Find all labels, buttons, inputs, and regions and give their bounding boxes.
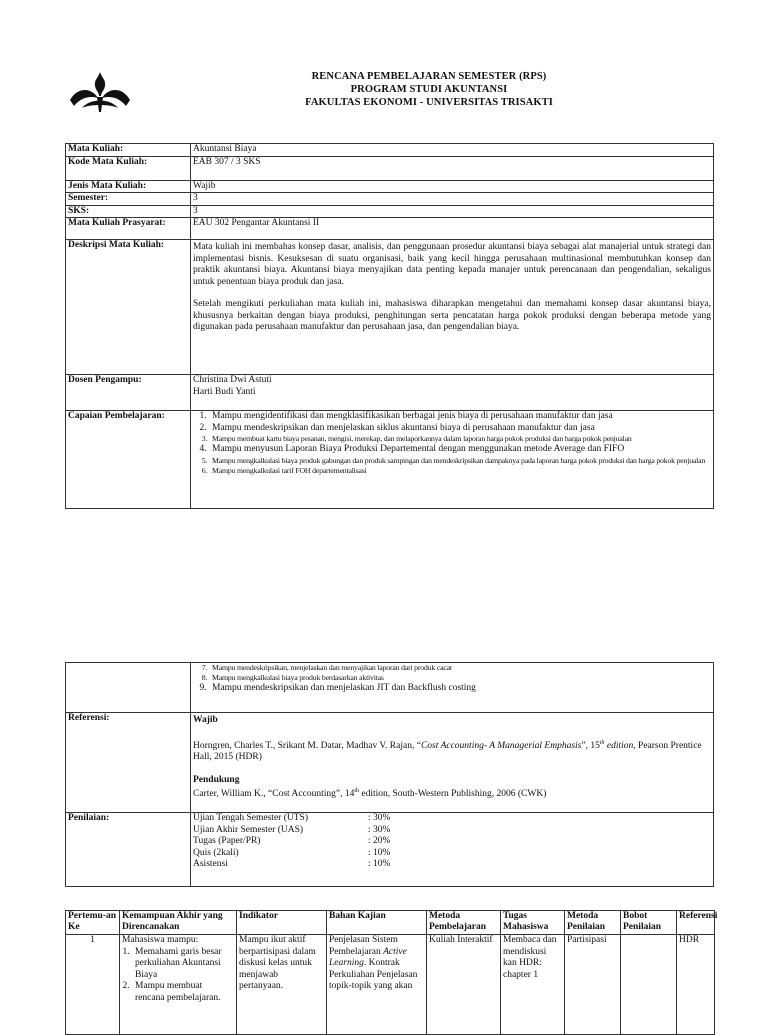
reference-text: Horngren, Charles T., Srikant M. Datar, Madhav V. Rajan, “ [193, 740, 421, 751]
column-header: Referensi [677, 911, 715, 935]
grade-component: Ujian Tengah Semester (UTS) [193, 813, 308, 823]
capaian-continued [191, 663, 714, 713]
pendukung-reference [193, 786, 711, 801]
grade-component: Tugas (Paper/PR) [193, 836, 261, 846]
header-program: PROGRAM STUDI AKUNTANSI [350, 84, 508, 95]
grade-component: Quis (2kali) [193, 847, 239, 858]
mata-kuliah-label: Mata Kuliah: [66, 144, 191, 157]
mata-kuliah-value: Akuntansi Biaya [191, 144, 714, 157]
bahan-text: . Kontrak Perkuliahan Penjelasan topik-topik yang akan [329, 958, 418, 991]
header-title: RENCANA PEMBELAJARAN SEMESTER (RPS) [311, 71, 547, 82]
deskripsi-value [191, 240, 714, 375]
kemampuan-cell [120, 935, 237, 1035]
reference-text: ”, 15 [581, 740, 600, 751]
indikator-cell: Mampu ikut aktif berpartisipasi dalam diskusi kelas untuk menjawab pertanyaan. [237, 935, 327, 1035]
reference-superscript: th [599, 739, 605, 746]
list-item: 4. Mampu menyusun Laporan Biaya Produksi Departemental dengan menggunakan metode Average dan FIFO [209, 444, 711, 456]
grade-weight: : 10% [368, 847, 391, 858]
reference-text: edition, South-Western Publishing, 2006 (CWK) [359, 789, 547, 800]
prasyarat-label: Mata Kuliah Prasyarat: [66, 218, 191, 240]
list-item: 2. Mampu mendeskripsikan dan menjelaskan siklus akuntansi biaya di perusahaan manufaktur dan jasa [209, 423, 711, 435]
grade-row [193, 848, 711, 860]
column-header: Metoda Pembelajaran [427, 911, 501, 935]
bobot-cell [621, 935, 677, 1035]
referensi-label: Referensi: [66, 713, 191, 813]
column-header: Bobot Penilaian [621, 911, 677, 935]
meeting-number: 1 [66, 935, 120, 1035]
kemampuan-intro: Mahasiswa mampu: [122, 935, 199, 945]
schedule-table [65, 910, 718, 1035]
referensi-value [191, 713, 714, 813]
jenis-value: Wajib [191, 180, 714, 193]
grade-component: Ujian Akhir Semester (UAS) [193, 824, 304, 835]
semester-label: Semester: [66, 193, 191, 206]
bahan-kajian-cell [327, 935, 427, 1035]
sks-value: 3 [191, 205, 714, 218]
column-header: Kemampuan Akhir yang Direncanakan [120, 911, 237, 935]
column-header: Metoda Penilaian [565, 911, 621, 935]
grade-weight: : 20% [368, 836, 391, 846]
column-header: Pertemu-an Ke [66, 911, 120, 935]
grade-row [193, 813, 711, 825]
course-info-table [65, 143, 714, 509]
tugas-cell: Membaca dan mendiskusi kan HDR: chapter 1 [501, 935, 565, 1035]
reference-book-title: Cost Accounting- A Managerial Emphasis [420, 740, 582, 751]
grade-weight: : 10% [368, 859, 391, 869]
kemampuan-list [122, 947, 234, 1005]
column-header: Indikator [237, 911, 327, 935]
capaian-list-continued [193, 663, 711, 695]
semester-value: 3 [191, 193, 714, 206]
column-header: Tugas Mahasiswa [501, 911, 565, 935]
list-item: 1. Mampu mengidentifikasi dan mengklasifikasikan berbagai jenis biaya di perusahaan manufaktur dan jasa [209, 411, 711, 423]
penilaian-value [191, 813, 714, 887]
penilaian-cell: Partisipasi [565, 935, 621, 1035]
grade-component: Asistensi [193, 859, 228, 869]
kode-value: EAB 307 / 3 SKS [191, 156, 714, 180]
grade-row [193, 836, 711, 848]
dosen-name: Christina Dwi Astuti [193, 375, 272, 385]
reference-text: Carter, William K., “Cost Accounting”, 14 [193, 789, 355, 800]
bahan-emphasis: Active Learning [329, 946, 407, 968]
list-item: 8. Mampu mengkalkulasi biaya produk berdasarkan aktivitas [209, 673, 711, 683]
dosen-value [191, 375, 714, 411]
list-item: 6. Mampu mengkalkulasi tarif FOH departementalisasi [209, 466, 711, 476]
prasyarat-value: EAU 302 Pengantar Akuntansi II [191, 218, 714, 240]
list-item: 2. Mampu membuat rencana pembelajaran. [132, 981, 234, 1004]
table-row [66, 935, 715, 1035]
list-item: 7. Mampu mendeskripsikan, menjelaskan dan menyajikan laporan dari produk cacat [209, 663, 711, 673]
kode-label: Kode Mata Kuliah: [66, 156, 191, 180]
grade-weight: : 30% [368, 824, 391, 835]
course-info-table-continued [65, 662, 714, 887]
wajib-heading: Wajib [193, 715, 218, 725]
column-header: Bahan Kajian [327, 911, 427, 935]
reference-text: edition [604, 740, 634, 751]
list-item: 1. Memahami garis besar perkuliahan Akuntansi Biaya [132, 947, 234, 982]
dosen-name: Harti Budi Yanti [193, 386, 256, 397]
list-item: 3. Mampu membuat kartu biaya pesanan, mengisi, merekap, dan melaporkannya dalam laporan harga pokok produksi dan harga pokok penjualan [209, 434, 711, 444]
reference-text: , Pearson Prentice Hall, 2015 (HDR) [193, 740, 702, 763]
deskripsi-label: Deskripsi Mata Kuliah: [66, 240, 191, 375]
capaian-label: Capaian Pembelajaran: [66, 411, 191, 509]
list-item: 9. Mampu mendeskripsikan dan menjelaskan JIT dan Backflush costing [209, 683, 711, 695]
header-faculty: FAKULTAS EKONOMI - UNIVERSITAS TRISAKTI [305, 97, 553, 108]
capaian-value [191, 411, 714, 509]
document-header [0, 70, 768, 109]
metoda-cell: Kuliah Interaktif [427, 935, 501, 1035]
list-item: 5. Mampu mengkalkulasi biaya produk gabungan dan produk sampingan dan mendeskripsikan dampaknya pada laporan harga pokok produksi dan harga pokok penjualan [209, 456, 711, 466]
deskripsi-paragraph-1: Mata kuliah ini membahas konsep dasar, analisis, dan penggunaan prosedur akuntansi biaya sebagai alat manajerial untuk strategi dan implementasi bisnis. Kesuksesan di suatu organisasi, baik yang kecil hingga perusahaan multinasional membutuhkan konsep dan praktik akuntansi biaya. Akuntansi biaya menyajikan data penting kepada manajer untuk perencanaan dan pengendalian, sekaligus untuk penentuan biaya produk dan jasa. [193, 242, 711, 287]
grade-row [193, 859, 711, 871]
dosen-label: Dosen Pengampu: [66, 375, 191, 411]
jenis-label: Jenis Mata Kuliah: [66, 180, 191, 193]
capaian-list [193, 411, 711, 476]
grade-weight: : 30% [368, 813, 391, 823]
referensi-cell: HDR [677, 935, 715, 1035]
penilaian-label: Penilaian: [66, 813, 191, 887]
deskripsi-paragraph-2: Setelah mengikuti perkuliahan mata kuliah ini, mahasiswa diharapkan mengetahui dan memahami konsep dasar akuntansi biaya, khususnya berkaitan dengan biaya produksi, penghitungan serta pencatatan harga pokok produksi dengan beberapa metode yang digunakan pada perusahaan manufaktur dan perusahaan jasa, dan pengendalian biaya. [193, 299, 711, 332]
pendukung-heading: Pendukung [193, 774, 240, 785]
grade-row [193, 825, 711, 837]
sks-label: SKS: [66, 205, 191, 218]
reference-superscript: th [354, 788, 359, 795]
bahan-text: Penjelasan Sistem Pembelajaran [329, 935, 398, 957]
wajib-reference [193, 727, 711, 764]
